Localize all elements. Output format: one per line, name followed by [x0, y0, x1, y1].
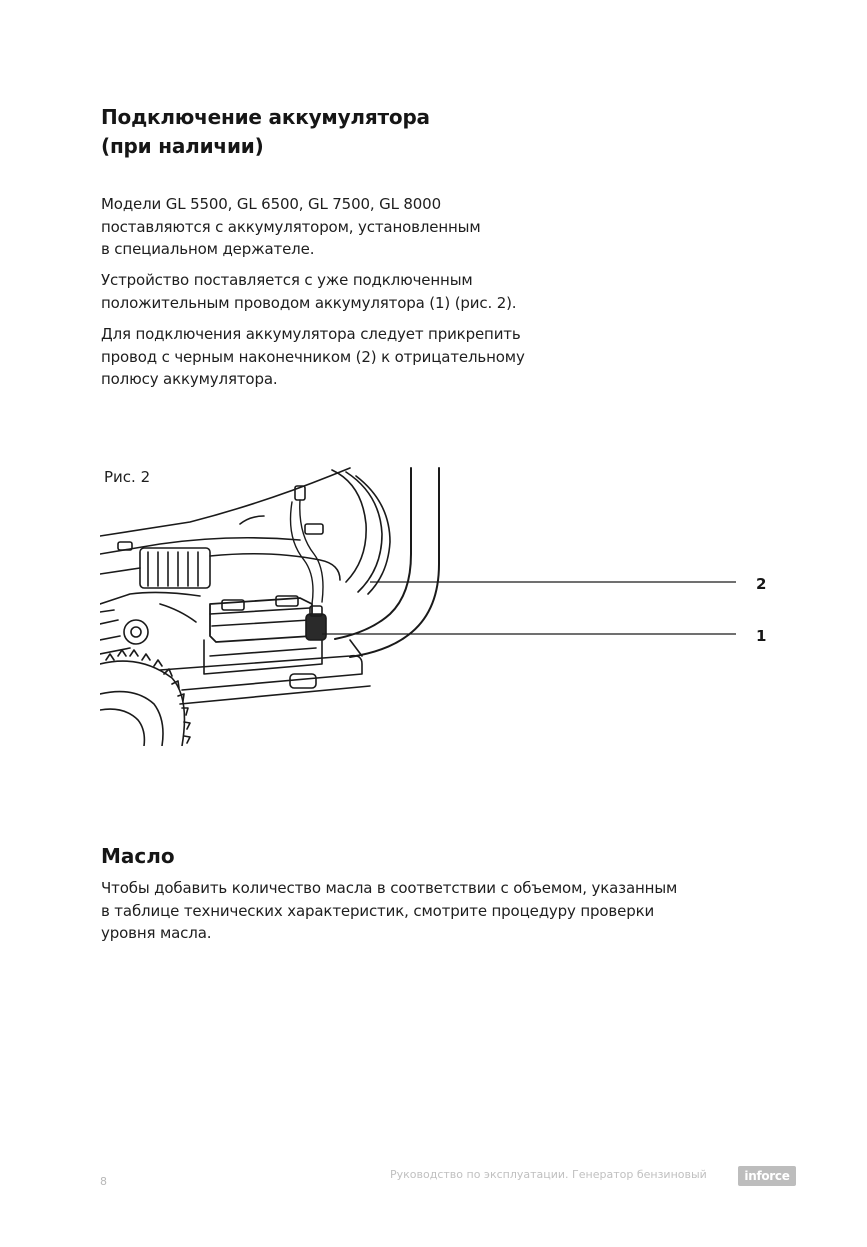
footer-doc-title: Руководство по эксплуатации. Генератор бензиновый [390, 1168, 707, 1181]
text-line: поставляются с аккумулятором, установленным [101, 217, 481, 236]
text-line: провод с черным наконечником (2) к отрицательному [101, 347, 525, 366]
text-line: в специальном держателе. [101, 240, 315, 258]
callout-label-1: 1 [756, 627, 767, 645]
text-line: Чтобы добавить количество масла в соответствии с объемом, указанным [101, 879, 678, 897]
text-line: Устройство поставляется с уже подключенным [101, 271, 473, 289]
text-line: уровня масла. [101, 924, 212, 942]
paragraph-models [101, 193, 481, 261]
text-line: Для подключения аккумулятора следует прикрепить [101, 325, 521, 343]
figure-caption: Рис. 2 [104, 468, 151, 486]
paragraph-positive-wire [101, 269, 516, 314]
title-line: (при наличии) [101, 134, 264, 158]
section-title-oil: Масло [101, 844, 175, 868]
title-line: Подключение аккумулятора [101, 105, 430, 129]
text-line: полюсу аккумулятора. [101, 370, 278, 388]
section-title-battery [101, 103, 430, 161]
paragraph-negative-wire [101, 323, 525, 391]
callout-label-2: 2 [756, 575, 767, 593]
text-line: в таблице технических характеристик, смотрите процедуру проверки [101, 901, 655, 920]
paragraph-oil [101, 877, 677, 945]
text-line: положительным проводом аккумулятора (1) (рис. 2). [101, 293, 517, 312]
battery-illustration [100, 464, 800, 746]
page-number: 8 [100, 1175, 107, 1188]
brand-logo: inforce [738, 1166, 796, 1186]
text-line: Модели GL 5500, GL 6500, GL 7500, GL 8000 [101, 195, 441, 213]
